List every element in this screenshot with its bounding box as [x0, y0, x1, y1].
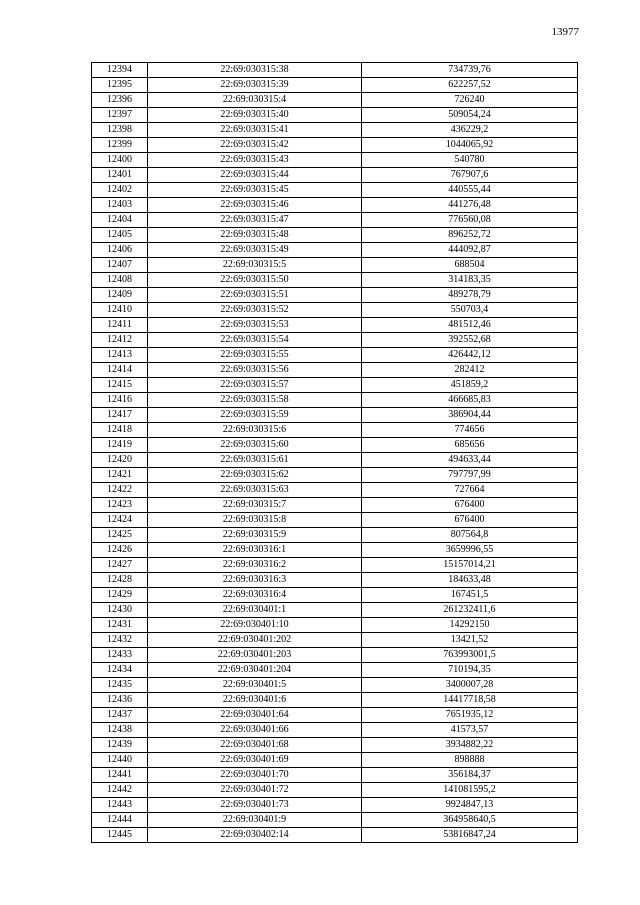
- cadastral-number-cell: 22:69:030315:8: [148, 513, 362, 528]
- row-number-cell: 12416: [92, 393, 148, 408]
- table-row: [92, 423, 578, 438]
- cadastral-number-cell: 22:69:030315:49: [148, 243, 362, 258]
- table-row: [92, 453, 578, 468]
- row-number-cell: 12444: [92, 813, 148, 828]
- cadastral-number-cell: 22:69:030315:62: [148, 468, 362, 483]
- cadastral-number-cell: 22:69:030401:204: [148, 663, 362, 678]
- row-number-cell: 12400: [92, 153, 148, 168]
- table-row: [92, 168, 578, 183]
- cadastral-number-cell: 22:69:030401:73: [148, 798, 362, 813]
- row-number-cell: 12439: [92, 738, 148, 753]
- table-row: [92, 213, 578, 228]
- row-number-cell: 12426: [92, 543, 148, 558]
- table-row: [92, 588, 578, 603]
- cadastral-number-cell: 22:69:030315:63: [148, 483, 362, 498]
- row-number-cell: 12412: [92, 333, 148, 348]
- value-cell: 364958640,5: [362, 813, 578, 828]
- row-number-cell: 12394: [92, 63, 148, 78]
- row-number-cell: 12442: [92, 783, 148, 798]
- table-row: [92, 798, 578, 813]
- table-row: [92, 228, 578, 243]
- value-cell: 426442,12: [362, 348, 578, 363]
- cadastral-number-cell: 22:69:030401:10: [148, 618, 362, 633]
- cadastral-number-cell: 22:69:030315:9: [148, 528, 362, 543]
- value-cell: 727664: [362, 483, 578, 498]
- cadastral-number-cell: 22:69:030401:69: [148, 753, 362, 768]
- row-number-cell: 12401: [92, 168, 148, 183]
- row-number-cell: 12415: [92, 378, 148, 393]
- value-cell: 481512,46: [362, 318, 578, 333]
- row-number-cell: 12405: [92, 228, 148, 243]
- cadastral-number-cell: 22:69:030315:45: [148, 183, 362, 198]
- table-row: [92, 378, 578, 393]
- value-cell: 676400: [362, 498, 578, 513]
- table-row: [92, 603, 578, 618]
- table-row: [92, 663, 578, 678]
- row-number-cell: 12420: [92, 453, 148, 468]
- value-cell: 896252,72: [362, 228, 578, 243]
- table-row: [92, 303, 578, 318]
- table-row: [92, 258, 578, 273]
- value-cell: 797797,99: [362, 468, 578, 483]
- value-cell: 3400007,28: [362, 678, 578, 693]
- row-number-cell: 12407: [92, 258, 148, 273]
- table-row: [92, 288, 578, 303]
- table-row: [92, 618, 578, 633]
- table-row: [92, 768, 578, 783]
- cadastral-number-cell: 22:69:030315:38: [148, 63, 362, 78]
- table-row: [92, 273, 578, 288]
- value-cell: 509054,24: [362, 108, 578, 123]
- value-cell: 451859,2: [362, 378, 578, 393]
- table-row: [92, 753, 578, 768]
- cadastral-number-cell: 22:69:030316:1: [148, 543, 362, 558]
- cadastral-number-cell: 22:69:030401:5: [148, 678, 362, 693]
- cadastral-number-cell: 22:69:030401:203: [148, 648, 362, 663]
- cadastral-number-cell: 22:69:030316:3: [148, 573, 362, 588]
- value-cell: 436229,2: [362, 123, 578, 138]
- cadastral-number-cell: 22:69:030401:64: [148, 708, 362, 723]
- cadastral-number-cell: 22:69:030315:4: [148, 93, 362, 108]
- value-cell: 540780: [362, 153, 578, 168]
- row-number-cell: 12413: [92, 348, 148, 363]
- table-row: [92, 198, 578, 213]
- table-row: [92, 678, 578, 693]
- row-number-cell: 12443: [92, 798, 148, 813]
- value-cell: 14417718,58: [362, 693, 578, 708]
- table-row: [92, 393, 578, 408]
- cadastral-number-cell: 22:69:030315:43: [148, 153, 362, 168]
- value-cell: 7651935,12: [362, 708, 578, 723]
- value-cell: 550703,4: [362, 303, 578, 318]
- value-cell: 261232411,6: [362, 603, 578, 618]
- table-row: [92, 318, 578, 333]
- table-row: [92, 783, 578, 798]
- table-row: [92, 468, 578, 483]
- row-number-cell: 12396: [92, 93, 148, 108]
- row-number-cell: 12435: [92, 678, 148, 693]
- row-number-cell: 12403: [92, 198, 148, 213]
- value-cell: 622257,52: [362, 78, 578, 93]
- value-cell: 734739,76: [362, 63, 578, 78]
- table-row: [92, 498, 578, 513]
- row-number-cell: 12408: [92, 273, 148, 288]
- value-cell: 15157014,21: [362, 558, 578, 573]
- cadastral-number-cell: 22:69:030315:40: [148, 108, 362, 123]
- row-number-cell: 12399: [92, 138, 148, 153]
- value-cell: 767907,6: [362, 168, 578, 183]
- table-row: [92, 828, 578, 843]
- row-number-cell: 12445: [92, 828, 148, 843]
- value-cell: 167451,5: [362, 588, 578, 603]
- table-row: [92, 408, 578, 423]
- value-cell: 441276,48: [362, 198, 578, 213]
- table-row: [92, 183, 578, 198]
- row-number-cell: 12404: [92, 213, 148, 228]
- table-row: [92, 648, 578, 663]
- table-body: [92, 63, 578, 843]
- row-number-cell: 12427: [92, 558, 148, 573]
- value-cell: 726240: [362, 93, 578, 108]
- value-cell: 392552,68: [362, 333, 578, 348]
- value-cell: 53816847,24: [362, 828, 578, 843]
- cadastral-number-cell: 22:69:030401:66: [148, 723, 362, 738]
- row-number-cell: 12434: [92, 663, 148, 678]
- cadastral-number-cell: 22:69:030315:56: [148, 363, 362, 378]
- cadastral-number-cell: 22:69:030315:6: [148, 423, 362, 438]
- cadastral-number-cell: 22:69:030315:54: [148, 333, 362, 348]
- table-row: [92, 543, 578, 558]
- cadastral-number-cell: 22:69:030401:70: [148, 768, 362, 783]
- cadastral-number-cell: 22:69:030315:48: [148, 228, 362, 243]
- value-cell: 466685,83: [362, 393, 578, 408]
- table-row: [92, 78, 578, 93]
- table-row: [92, 633, 578, 648]
- value-cell: 685656: [362, 438, 578, 453]
- cadastral-number-cell: 22:69:030315:55: [148, 348, 362, 363]
- value-cell: 494633,44: [362, 453, 578, 468]
- table-row: [92, 813, 578, 828]
- value-cell: 9924847,13: [362, 798, 578, 813]
- table-row: [92, 123, 578, 138]
- row-number-cell: 12422: [92, 483, 148, 498]
- value-cell: 688504: [362, 258, 578, 273]
- row-number-cell: 12438: [92, 723, 148, 738]
- cadastral-number-cell: 22:69:030315:5: [148, 258, 362, 273]
- row-number-cell: 12431: [92, 618, 148, 633]
- row-number-cell: 12436: [92, 693, 148, 708]
- table-row: [92, 693, 578, 708]
- row-number-cell: 12440: [92, 753, 148, 768]
- row-number-cell: 12423: [92, 498, 148, 513]
- value-cell: 3934882,22: [362, 738, 578, 753]
- cadastral-number-cell: 22:69:030315:51: [148, 288, 362, 303]
- cadastral-number-cell: 22:69:030315:46: [148, 198, 362, 213]
- cadastral-number-cell: 22:69:030316:2: [148, 558, 362, 573]
- table-row: [92, 138, 578, 153]
- row-number-cell: 12424: [92, 513, 148, 528]
- table-row: [92, 348, 578, 363]
- row-number-cell: 12414: [92, 363, 148, 378]
- cadastral-number-cell: 22:69:030315:39: [148, 78, 362, 93]
- cadastral-number-cell: 22:69:030401:68: [148, 738, 362, 753]
- row-number-cell: 12437: [92, 708, 148, 723]
- row-number-cell: 12430: [92, 603, 148, 618]
- value-cell: 14292150: [362, 618, 578, 633]
- row-number-cell: 12406: [92, 243, 148, 258]
- cadastral-number-cell: 22:69:030401:1: [148, 603, 362, 618]
- value-cell: 807564,8: [362, 528, 578, 543]
- row-number-cell: 12411: [92, 318, 148, 333]
- value-cell: 776560,08: [362, 213, 578, 228]
- cadastral-number-cell: 22:69:030315:53: [148, 318, 362, 333]
- cadastral-number-cell: 22:69:030401:202: [148, 633, 362, 648]
- cadastral-number-cell: 22:69:030401:6: [148, 693, 362, 708]
- row-number-cell: 12428: [92, 573, 148, 588]
- table-row: [92, 93, 578, 108]
- cadastral-number-cell: 22:69:030315:44: [148, 168, 362, 183]
- table-row: [92, 108, 578, 123]
- value-cell: 440555,44: [362, 183, 578, 198]
- row-number-cell: 12410: [92, 303, 148, 318]
- cadastral-number-cell: 22:69:030315:7: [148, 498, 362, 513]
- cadastral-number-cell: 22:69:030315:57: [148, 378, 362, 393]
- table-row: [92, 333, 578, 348]
- row-number-cell: 12409: [92, 288, 148, 303]
- table-row: [92, 63, 578, 78]
- table-row: [92, 708, 578, 723]
- value-cell: 3659996,55: [362, 543, 578, 558]
- value-cell: 386904,44: [362, 408, 578, 423]
- value-cell: 710194,35: [362, 663, 578, 678]
- row-number-cell: 12429: [92, 588, 148, 603]
- value-cell: 898888: [362, 753, 578, 768]
- page-number: 13977: [551, 26, 579, 38]
- value-cell: 489278,79: [362, 288, 578, 303]
- value-cell: 444092,87: [362, 243, 578, 258]
- row-number-cell: 12417: [92, 408, 148, 423]
- value-cell: 774656: [362, 423, 578, 438]
- cadastral-number-cell: 22:69:030402:14: [148, 828, 362, 843]
- cadastral-number-cell: 22:69:030315:58: [148, 393, 362, 408]
- cadastral-number-cell: 22:69:030315:61: [148, 453, 362, 468]
- row-number-cell: 12418: [92, 423, 148, 438]
- value-cell: 763993001,5: [362, 648, 578, 663]
- table-row: [92, 363, 578, 378]
- table-row: [92, 153, 578, 168]
- table-row: [92, 573, 578, 588]
- row-number-cell: 12441: [92, 768, 148, 783]
- cadastral-value-table: [91, 62, 578, 843]
- table-row: [92, 723, 578, 738]
- table-row: [92, 483, 578, 498]
- cadastral-number-cell: 22:69:030315:52: [148, 303, 362, 318]
- row-number-cell: 12397: [92, 108, 148, 123]
- value-cell: 141081595,2: [362, 783, 578, 798]
- value-cell: 356184,37: [362, 768, 578, 783]
- table-row: [92, 738, 578, 753]
- cadastral-number-cell: 22:69:030315:42: [148, 138, 362, 153]
- value-cell: 676400: [362, 513, 578, 528]
- row-number-cell: 12421: [92, 468, 148, 483]
- value-cell: 314183,35: [362, 273, 578, 288]
- value-cell: 184633,48: [362, 573, 578, 588]
- cadastral-number-cell: 22:69:030315:50: [148, 273, 362, 288]
- table-row: [92, 438, 578, 453]
- table-row: [92, 513, 578, 528]
- cadastral-number-cell: 22:69:030315:59: [148, 408, 362, 423]
- row-number-cell: 12433: [92, 648, 148, 663]
- value-cell: 282412: [362, 363, 578, 378]
- cadastral-number-cell: 22:69:030316:4: [148, 588, 362, 603]
- cadastral-number-cell: 22:69:030401:72: [148, 783, 362, 798]
- cadastral-number-cell: 22:69:030315:47: [148, 213, 362, 228]
- row-number-cell: 12419: [92, 438, 148, 453]
- cadastral-number-cell: 22:69:030315:60: [148, 438, 362, 453]
- row-number-cell: 12398: [92, 123, 148, 138]
- table-row: [92, 243, 578, 258]
- value-cell: 41573,57: [362, 723, 578, 738]
- row-number-cell: 12395: [92, 78, 148, 93]
- row-number-cell: 12432: [92, 633, 148, 648]
- value-cell: 1044065,92: [362, 138, 578, 153]
- table-row: [92, 528, 578, 543]
- row-number-cell: 12402: [92, 183, 148, 198]
- cadastral-number-cell: 22:69:030315:41: [148, 123, 362, 138]
- value-cell: 13421,52: [362, 633, 578, 648]
- cadastral-number-cell: 22:69:030401:9: [148, 813, 362, 828]
- row-number-cell: 12425: [92, 528, 148, 543]
- table-row: [92, 558, 578, 573]
